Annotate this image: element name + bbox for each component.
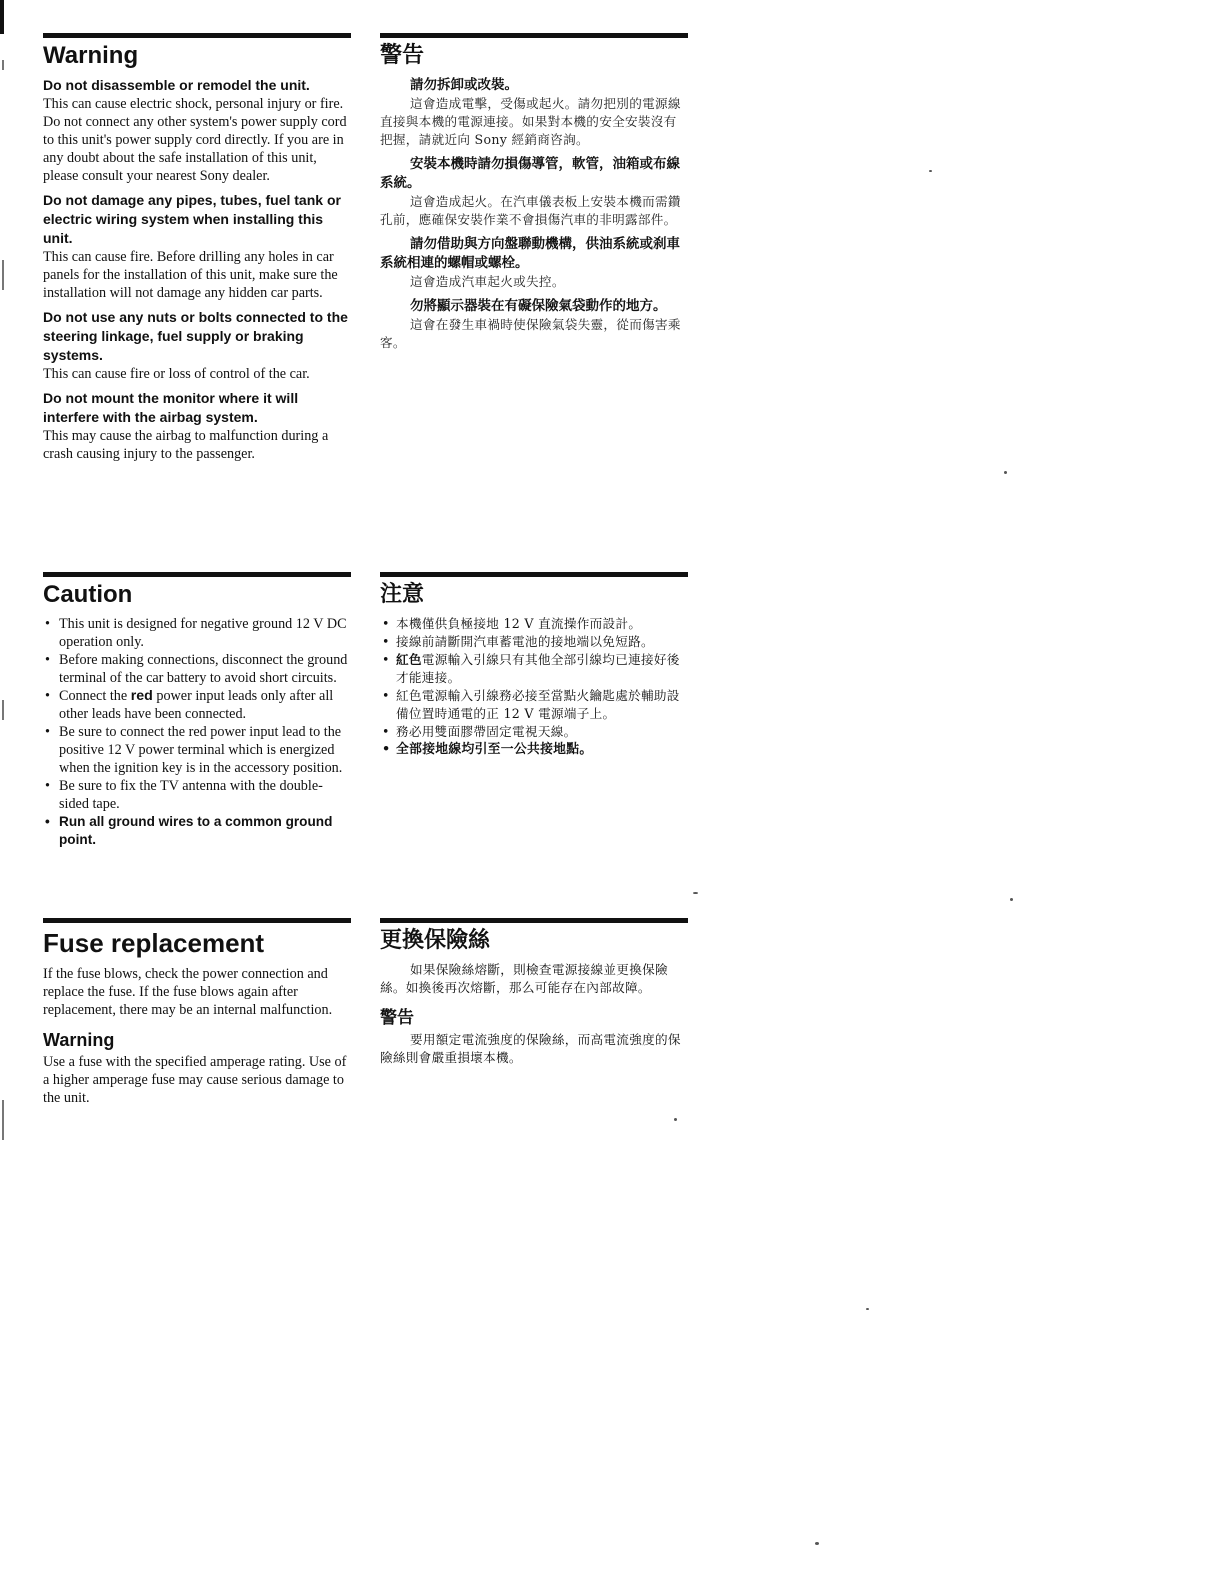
fuse-text: 如果保險絲熔斷，則檢查電源接線並更換保險絲。如換後再次熔斷，那么可能存在內部故障。 (380, 962, 668, 995)
scan-speck (674, 1118, 677, 1121)
warning-section-zh (380, 33, 688, 358)
scan-speck (929, 170, 932, 172)
warning-body: This can cause fire or loss of control of the car. (43, 366, 310, 382)
warning-lead: 勿將顯示器裝在有礙保險氣袋動作的地方。 (410, 298, 667, 314)
scan-speck (815, 1542, 819, 1545)
section-title: Fuse replacement (43, 928, 265, 958)
section-rule (43, 572, 351, 577)
fuse-warning-title: 警告 (380, 1008, 414, 1028)
section-title: Caution (43, 581, 133, 608)
section-rule (380, 572, 688, 577)
warning-item (380, 155, 688, 229)
warning-lead: Do not mount the monitor where it will interfere with the airbag system. (43, 390, 299, 425)
section-title: 注意 (380, 582, 425, 607)
caution-bullet: • Run all ground wires to a common ground point. (45, 814, 333, 847)
scan-speck (693, 892, 698, 894)
warning-lead: 請勿借助與方向盤聯動機構，供油系統或刹車系統相連的螺帽或螺栓。 (380, 236, 680, 271)
caution-bullet: • 紅色電源輸入引線務必接至當點火鑰匙處於輔助設備位置時通電的正 12 V 電源端子上。 (382, 688, 680, 721)
scan-speck (2, 60, 4, 70)
caution-bullet: • Connect the red power input leads only after all other leads have been connected. (45, 688, 334, 722)
caution-section-en (43, 572, 351, 849)
warning-item (43, 308, 351, 383)
caution-bullet: • 全部接地線均引至一公共接地點。 (382, 742, 593, 757)
scan-speck (1004, 471, 1007, 474)
fuse-warning-title: Warning (43, 1030, 115, 1050)
section-rule (43, 33, 351, 38)
caution-bullet: • 紅色電源輸入引線只有其他全部引線均已連接好後才能連接。 (382, 652, 680, 685)
warning-item (43, 76, 351, 185)
warning-item (43, 191, 351, 302)
section-title: Warning (43, 42, 139, 69)
caution-bullet: • Be sure to connect the red power input lead to the positive 12 V power terminal which is energized when the ignition key is in the accessory position. (45, 724, 343, 776)
warning-lead: 安裝本機時請勿損傷導管，軟管，油箱或布線系統。 (380, 156, 680, 191)
warning-item (380, 235, 688, 291)
warning-item (380, 76, 688, 149)
warning-section-en (43, 33, 351, 469)
left-edge-mark (0, 0, 4, 34)
warning-body: This can cause fire. Before drilling any holes in car panels for the installation of this unit, make sure the installation will not damage any hidden car parts. (43, 249, 338, 301)
caution-bullet: • Before making connections, disconnect the ground terminal of the car battery to avoid short circuits. (45, 652, 348, 686)
fuse-warning-text: Use a fuse with the specified amperage rating. Use of a higher amperage fuse may cause serious damage to the unit. (43, 1054, 347, 1106)
caution-bullet: • 本機僅供負極接地 12 V 直流操作而設計。 (382, 616, 642, 631)
warning-item (43, 389, 351, 463)
section-rule (380, 33, 688, 38)
caution-list (380, 615, 688, 759)
caution-bullet: • Be sure to fix the TV antenna with the double-sided tape. (45, 778, 323, 812)
fuse-section-en (43, 918, 351, 1107)
warning-body: This can cause electric shock, personal injury or fire. Do not connect any other system's power supply cord to this unit's power supply cord directly. If you are in any doubt about the safe installation of this unit, please consult your nearest Sony dealer. (43, 96, 347, 184)
fuse-text: If the fuse blows, check the power connection and replace the fuse. If the fuse blows again after replacement, there may be an internal malfunction. (43, 966, 333, 1018)
caution-bullet: • This unit is designed for negative ground 12 V DC operation only. (45, 616, 347, 650)
section-title: 更換保險絲 (380, 928, 491, 953)
warning-body: 這會造成汽車起火或失控。 (410, 274, 565, 289)
warning-lead: 請勿拆卸或改裝。 (410, 77, 518, 93)
warning-body: 這會造成電擊，受傷或起火。請勿把別的電源線直接與本機的電源連接。如果對本機的安全安裝沒有把握，請就近向 Sony 經銷商咨詢。 (380, 96, 681, 147)
warning-item (380, 297, 688, 352)
scan-speck (866, 1308, 869, 1310)
warning-body: This may cause the airbag to malfunction during a crash causing injury to the passenger. (43, 428, 329, 462)
fuse-warning-text: 要用額定電流強度的保險絲，而高電流強度的保險絲則會嚴重損壞本機。 (380, 1032, 681, 1065)
warning-lead: Do not damage any pipes, tubes, fuel tank or electric wiring system when installing this unit. (43, 192, 341, 246)
scan-speck (2, 260, 4, 290)
section-rule (43, 918, 351, 923)
scan-speck (2, 700, 4, 720)
caution-bullet: • 務必用雙面膠帶固定電視天線。 (382, 724, 577, 739)
caution-section-zh (380, 572, 688, 759)
warning-lead: Do not disassemble or remodel the unit. (43, 77, 310, 93)
section-rule (380, 918, 688, 923)
warning-body: 這會在發生車禍時使保險氣袋失靈，從而傷害乘客。 (380, 317, 681, 350)
scan-speck (2, 1100, 4, 1140)
warning-body: 這會造成起火。在汽車儀表板上安裝本機而需鑽孔前，應確保安裝作業不會損傷汽車的非明露部件。 (380, 194, 681, 227)
scan-speck (1010, 898, 1013, 901)
warning-lead: Do not use any nuts or bolts connected to the steering linkage, fuel supply or braking systems. (43, 309, 348, 363)
caution-bullet: • 接線前請斷開汽車蓄電池的接地端以免短路。 (382, 634, 654, 649)
section-title: 警告 (380, 43, 425, 68)
fuse-section-zh (380, 918, 688, 1067)
caution-list (43, 615, 351, 849)
